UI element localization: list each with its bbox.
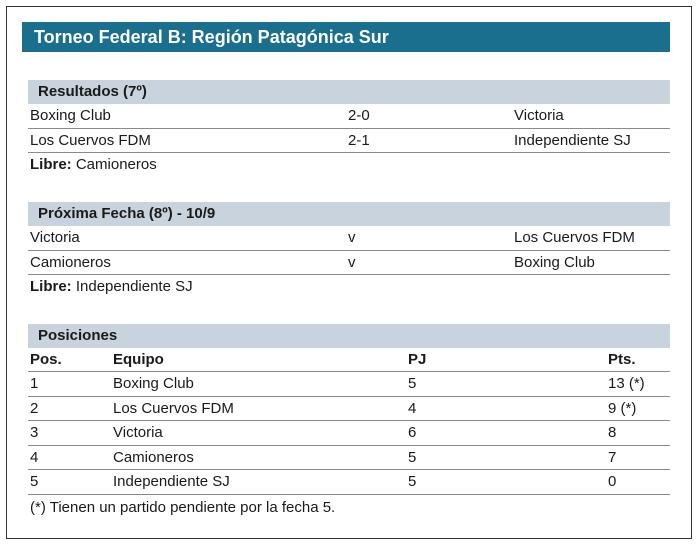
team-cell: Boxing Club: [113, 375, 194, 392]
pos-cell: 2: [30, 399, 39, 417]
results-heading: Resultados (7º): [28, 80, 670, 104]
pj-cell: 5: [408, 375, 417, 392]
table-row: [28, 446, 670, 471]
col-team: Equipo: [113, 351, 164, 368]
away-team: Victoria: [514, 107, 564, 124]
pos-cell: 5: [30, 473, 39, 490]
pts-cell: 0: [608, 473, 617, 490]
standings-header-row: [28, 348, 670, 372]
libre-label: Libre:: [30, 156, 72, 173]
pts-cell: 8: [608, 424, 617, 441]
home-team: Boxing Club: [30, 107, 111, 124]
pts-cell: 9 (*): [608, 399, 637, 417]
next-heading: Próxima Fecha (8º) - 10/9: [28, 202, 670, 226]
page-title: Torneo Federal B: Región Patagónica Sur: [22, 22, 670, 52]
results-row: [28, 104, 670, 129]
pos-cell: 1: [30, 375, 39, 392]
table-row: [28, 470, 670, 495]
pj-cell: 6: [408, 424, 417, 441]
next-section: [28, 202, 670, 299]
fixture-row: [28, 251, 670, 276]
table-row: [28, 372, 670, 397]
col-pts: Pts.: [608, 351, 636, 368]
footnote: (*) Tienen un partido pendiente por la fecha 5.: [30, 498, 336, 516]
home-team: Victoria: [30, 229, 80, 246]
team-cell: Victoria: [113, 424, 163, 441]
versus: v: [348, 229, 356, 246]
away-team: Los Cuervos FDM: [514, 229, 635, 246]
table-row: [28, 421, 670, 446]
next-libre: [28, 275, 670, 299]
results-row: [28, 129, 670, 154]
pj-cell: 5: [408, 448, 417, 466]
libre-team: Camioneros: [75, 156, 157, 173]
standings-heading: Posiciones: [28, 324, 670, 348]
col-pos: Pos.: [30, 351, 62, 368]
team-cell: Camioneros: [113, 448, 194, 466]
home-team: Camioneros: [30, 253, 111, 271]
col-pj: PJ: [408, 351, 427, 368]
versus: v: [348, 253, 356, 271]
pj-cell: 5: [408, 473, 417, 490]
libre-label: Libre:: [30, 278, 72, 295]
home-team: Los Cuervos FDM: [30, 131, 151, 149]
standings-section: [28, 324, 670, 521]
results-libre: [28, 153, 670, 177]
away-team: Boxing Club: [514, 253, 595, 271]
pts-cell: 7: [608, 448, 617, 466]
pos-cell: 4: [30, 448, 39, 466]
fixture-row: [28, 226, 670, 251]
table-row: [28, 397, 670, 422]
pts-cell: 13 (*): [608, 375, 645, 392]
away-team: Independiente SJ: [514, 131, 631, 149]
team-cell: Los Cuervos FDM: [113, 399, 234, 417]
score: 2-0: [348, 107, 370, 124]
libre-team: Independiente SJ: [75, 278, 193, 295]
pj-cell: 4: [408, 399, 417, 417]
score: 2-1: [348, 131, 370, 149]
team-cell: Independiente SJ: [113, 473, 230, 490]
results-section: [28, 80, 670, 177]
pos-cell: 3: [30, 424, 39, 441]
